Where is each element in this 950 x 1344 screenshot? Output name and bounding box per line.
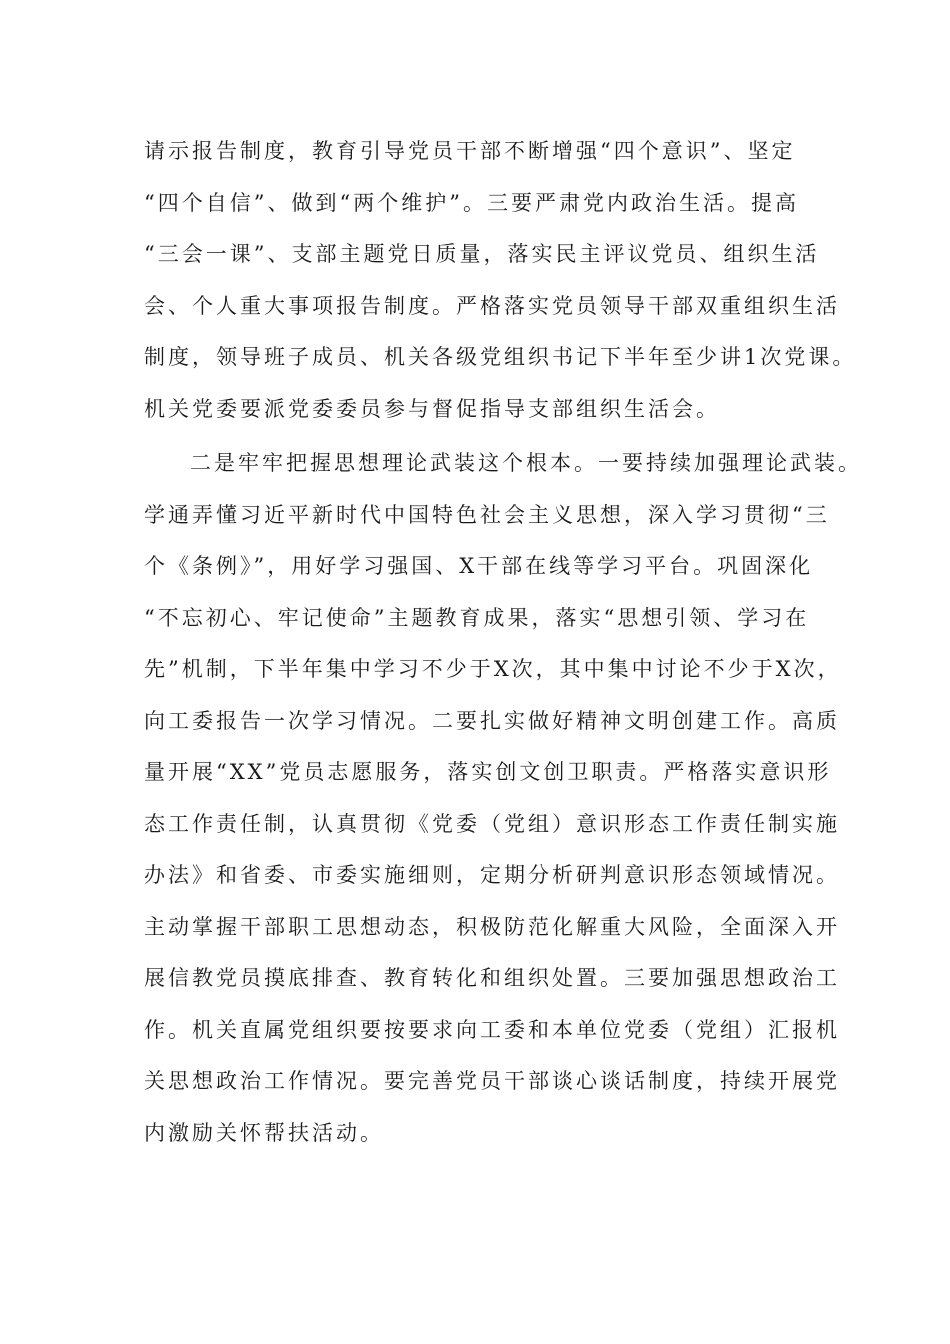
paragraph-line: 个《条例》”，用好学习强国、X干部在线等学习平台。巩固深化 xyxy=(144,554,814,578)
paragraph-line: 制度，领导班子成员、机关各级党组织书记下半年至少讲1次党课。 xyxy=(144,345,857,369)
paragraph-line: 内激励关怀帮扶活动。 xyxy=(144,1120,384,1145)
paragraph-line: 关思想政治工作情况。要完善党员干部谈心谈话制度，持续开展党 xyxy=(144,1069,840,1093)
paragraph-line: 先”机制，下半年集中学习不少于X次，其中集中讨论不少于X次， xyxy=(144,657,842,681)
paragraph-line: “三会一课”、支部主题党日质量，落实民主评议党员、组织生活 xyxy=(144,242,820,266)
paragraph-line: 量开展“XX”党员志愿服务，落实创文创卫职责。严格落实意识形 xyxy=(144,760,832,784)
paragraph-line: 向工委报告一次学习情况。二要扎实做好精神文明创建工作。高质 xyxy=(144,708,840,733)
paragraph-line: 展信教党员摸底排查、教育转化和组织处置。三要加强思想政治工 xyxy=(144,966,840,990)
paragraph-line: 办法》和省委、市委实施细则，定期分析研判意识形态领域情况。 xyxy=(144,863,840,887)
paragraph-line: “四个自信”、做到“两个维护”。三要严肃党内政治生活。提高 xyxy=(144,190,799,215)
paragraph-line: 二是牢牢把握思想理论武装这个根本。一要持续加强理论武装。 xyxy=(190,451,862,475)
paragraph-line: 主动掌握干部职工思想动态，积极防范化解重大风险，全面深入开 xyxy=(144,914,840,939)
paragraph-1 xyxy=(144,126,857,435)
paragraph-line: “不忘初心、牢记使命”主题教育成果，落实“思想引领、学习在 xyxy=(144,605,810,630)
paragraph-line: 学通弄懂习近平新时代中国特色社会主义思想，深入学习贯彻“三 xyxy=(144,502,830,527)
paragraph-line: 作。机关直属党组织要按要求向工委和本单位党委（党组）汇报机 xyxy=(144,1017,840,1042)
paragraph-line: 请示报告制度，教育引导党员干部不断增强“四个意识”、坚定 xyxy=(144,139,796,163)
paragraph-line: 会、个人重大事项报告制度。严格落实党员领导干部双重组织生活 xyxy=(144,293,840,318)
paragraph-line: 机关党委要派党委委员参与督促指导支部组织生活会。 xyxy=(144,396,720,421)
paragraph-2 xyxy=(144,438,862,1159)
paragraph-line: 态工作责任制，认真贯彻《党委（党组）意识形态工作责任制实施 xyxy=(144,811,840,836)
